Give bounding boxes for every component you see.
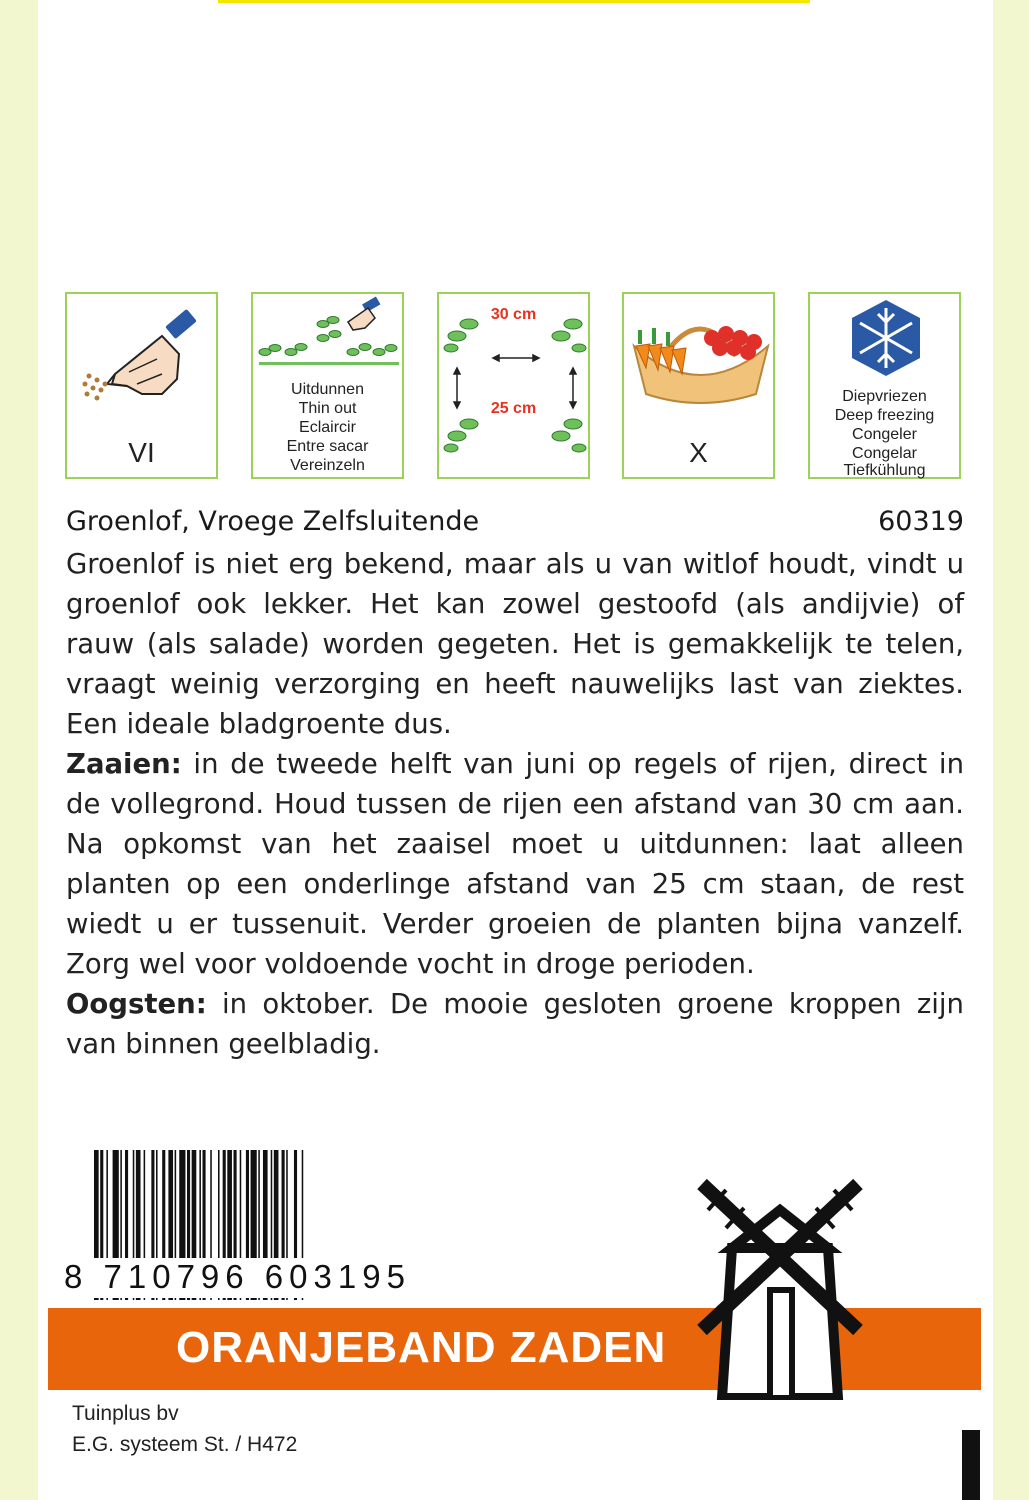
thin-out-line-2: Thin out (298, 400, 357, 417)
left-side-band (0, 0, 38, 1500)
right-side-band (993, 0, 1029, 1500)
freezing-line-2: Deep freezing (834, 407, 935, 424)
harvest-icon-box (622, 292, 775, 479)
thin-out-line-4: Entre sacar (286, 438, 369, 455)
brand-name: ORANJEBAND ZADEN (176, 1323, 667, 1372)
windmill-logo-icon (690, 1170, 870, 1400)
company-name: Tuinplus bv (72, 1402, 179, 1425)
harvest-paragraph (66, 984, 964, 1064)
thin-out-seedlings-icon (253, 294, 406, 374)
harvest-label: Oogsten: (66, 988, 207, 1020)
certification-text: E.G. systeem St. / H472 (72, 1433, 298, 1456)
freezing-line-4: Congelar (852, 445, 917, 462)
freezing-icon-box (808, 292, 961, 479)
footer-black-mark (962, 1430, 980, 1500)
sowing-icon-box (65, 292, 218, 479)
plant-distance-label: 25 cm (490, 400, 537, 417)
top-yellow-strip (218, 0, 810, 3)
instruction-icons (65, 292, 965, 482)
spacing-icon-box (437, 292, 590, 479)
harvest-month-label: X (689, 437, 708, 468)
sowing-label: Zaaien: (66, 748, 182, 780)
product-description (66, 544, 964, 1064)
sowing-month-label: VI (128, 437, 155, 468)
sowing-paragraph (66, 744, 964, 984)
thin-out-line-1: Uitdunnen (291, 381, 364, 398)
freezing-line-1: Diepvriezen (842, 388, 927, 405)
freezing-line-3: Congeler (852, 426, 917, 443)
sowing-text: in de tweede helft van juni op regels of rijen, direct in de vollegrond. Houd tussen de rijen een afstand van 30 cm aan. Na opkomst van het zaaisel moet u uitdunnen: laat alleen planten op een onderlinge afstand van 25 cm staan, de rest wiedt u er tussenuit. Verder groeien de planten bijna vanzelf. Zorg wel voor voldoende vocht in droge perioden. (66, 748, 964, 980)
thin-out-line-5: Vereinzeln (290, 457, 365, 474)
product-code: 60319 (878, 506, 964, 537)
thin-out-icon-box (251, 292, 404, 479)
harvest-basket-icon (624, 294, 777, 444)
harvest-text: in oktober. De mooie gesloten groene kroppen zijn van binnen geelbladig. (66, 988, 964, 1060)
snowflake-icon (810, 294, 963, 379)
intro-paragraph: Groenlof is niet erg bekend, maar als u van witlof houdt, vindt u groenlof ook lekker. Het kan zowel gestoofd (als andijvie) of rauw (als salade) worden gegeten. Het is gemakkelijk te telen, vraagt weinig verzorging en heeft nauwelijks last van ziektes. Een ideale bladgroente dus. (66, 548, 964, 740)
sowing-hand-icon (67, 294, 220, 444)
product-title: Groenlof, Vroege Zelfsluitende (66, 506, 480, 537)
row-distance-label: 30 cm (490, 306, 537, 323)
freezing-line-5: Tiefkühlung (843, 462, 926, 479)
product-title-row (66, 506, 964, 542)
barcode-number: 8 710796 603195 (64, 1258, 414, 1298)
thin-out-line-3: Eclaircir (299, 419, 356, 436)
